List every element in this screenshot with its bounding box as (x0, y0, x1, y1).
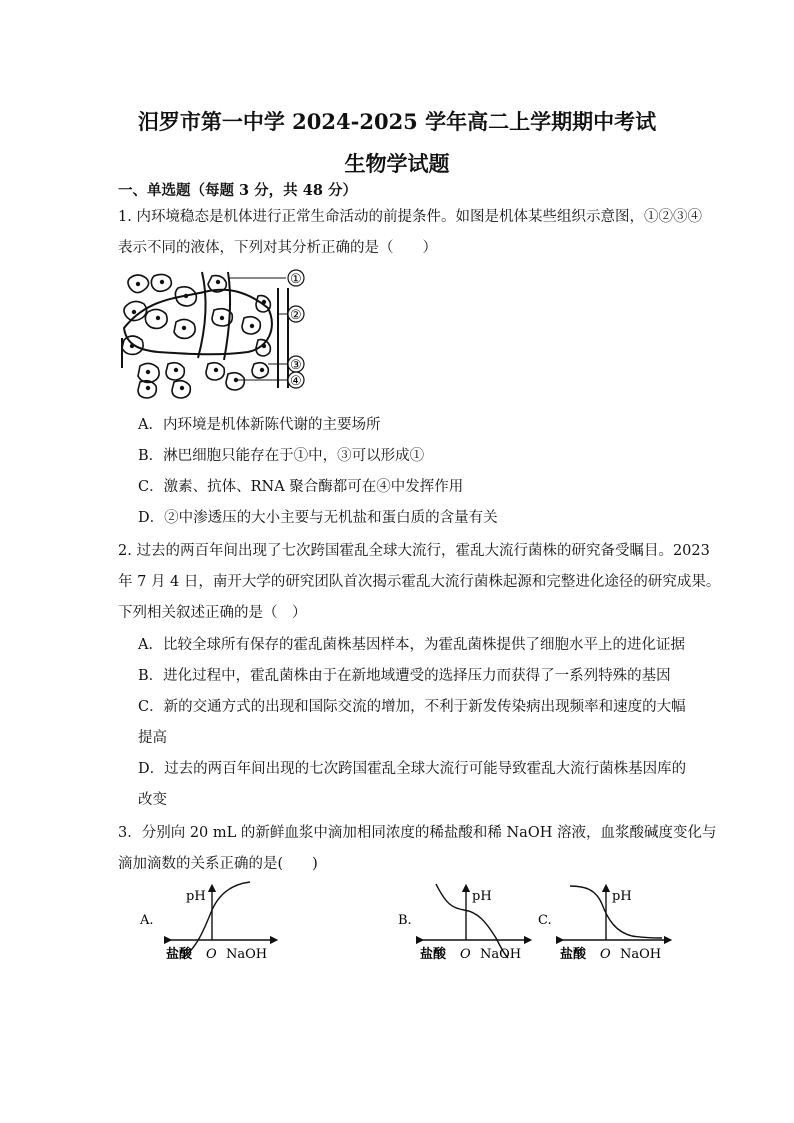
q2-option-c-cont: 提高 (138, 730, 167, 746)
q3-graph-a[interactable] (138, 878, 278, 960)
q2-option-d-cont: 改变 (138, 792, 167, 808)
q1-option-b[interactable]: B．淋巴细胞只能存在于①中，③可以形成① (138, 448, 425, 464)
q1-stem-line-2: 表示不同的液体，下列对其分析正确的是（ ） (118, 240, 437, 256)
q3-graph-b[interactable] (396, 878, 536, 960)
section-heading: 一、单选题（每题 3 分，共 48 分） (118, 182, 357, 199)
graph-c-left-label: 盐酸 (560, 947, 587, 962)
fig-label-3: ③ (290, 358, 302, 373)
graph-a-option-label: A. (140, 913, 154, 928)
q2-stem-line-1: 2. 过去的两百年间出现了七次跨国霍乱全球大流行，霍乱大流行菌株的研究备受瞩目。2023 (118, 543, 710, 559)
q3-stem-line-1: 3．分别向 20 mL 的新鲜血浆中滴加相同浓度的稀盐酸和稀 NaOH 溶液，血浆酸碱度变化与 (118, 825, 717, 841)
q1-option-c[interactable]: C．激素、抗体、RNA 聚合酶都可在④中发挥作用 (138, 479, 464, 495)
graph-c-right-label: NaOH (620, 947, 662, 962)
graph-b-left-label: 盐酸 (420, 947, 447, 962)
fig-label-2: ② (290, 308, 302, 323)
q1-stem-line-1: 1. 内环境稳态是机体进行正常生命活动的前提条件。如图是机体某些组织示意图，①②③④ (118, 209, 702, 225)
graph-b-ylabel: pH (472, 889, 492, 904)
q2-stem-line-2: 年 7 月 4 日，南开大学的研究团队首次揭示霍乱大流行菌株起源和完整进化途径的研究成果。 (118, 574, 721, 590)
q2-option-a[interactable]: A．比较全球所有保存的霍乱菌株基因样本，为霍乱菌株提供了细胞水平上的进化证据 (138, 637, 685, 653)
graph-c-option-label: C. (538, 913, 552, 928)
graph-b-right-label: NaOH (480, 947, 522, 962)
graph-b-option-label: B. (398, 913, 412, 928)
graph-c-origin: O (600, 947, 611, 962)
graph-a-ylabel: pH (186, 889, 206, 904)
q1-tissue-diagram (118, 268, 318, 408)
q2-stem-line-3: 下列相关叙述正确的是（ ） (118, 605, 307, 621)
graph-b-origin: O (460, 947, 471, 962)
graph-a-origin: O (206, 947, 217, 962)
q1-option-a[interactable]: A．内环境是机体新陈代谢的主要场所 (138, 417, 381, 433)
q2-option-c[interactable]: C．新的交通方式的出现和国际交流的增加，不利于新发传染病出现频率和速度的大幅 (138, 699, 686, 715)
q3-graph-c[interactable] (536, 878, 676, 960)
fig-label-1: ① (290, 272, 302, 287)
exam-title: 汨罗市第一中学 2024-2025 学年高二上学期期中考试 (137, 109, 657, 134)
fig-label-4: ④ (290, 374, 302, 389)
exam-subtitle: 生物学试题 (344, 151, 450, 176)
q2-option-d[interactable]: D．过去的两百年间出现的七次跨国霍乱全球大流行可能导致霍乱大流行菌株基因库的 (138, 761, 687, 777)
graph-c-ylabel: pH (612, 889, 632, 904)
q1-option-d[interactable]: D．②中渗透压的大小主要与无机盐和蛋白质的含量有关 (138, 510, 498, 526)
graph-a-left-label: 盐酸 (166, 947, 193, 962)
q3-stem-line-2: 滴加滴数的关系正确的是( ) (118, 856, 318, 872)
graph-a-right-label: NaOH (226, 947, 268, 962)
q2-option-b[interactable]: B．进化过程中，霍乱菌株由于在新地域遭受的选择压力而获得了一系列特殊的基因 (138, 668, 671, 684)
